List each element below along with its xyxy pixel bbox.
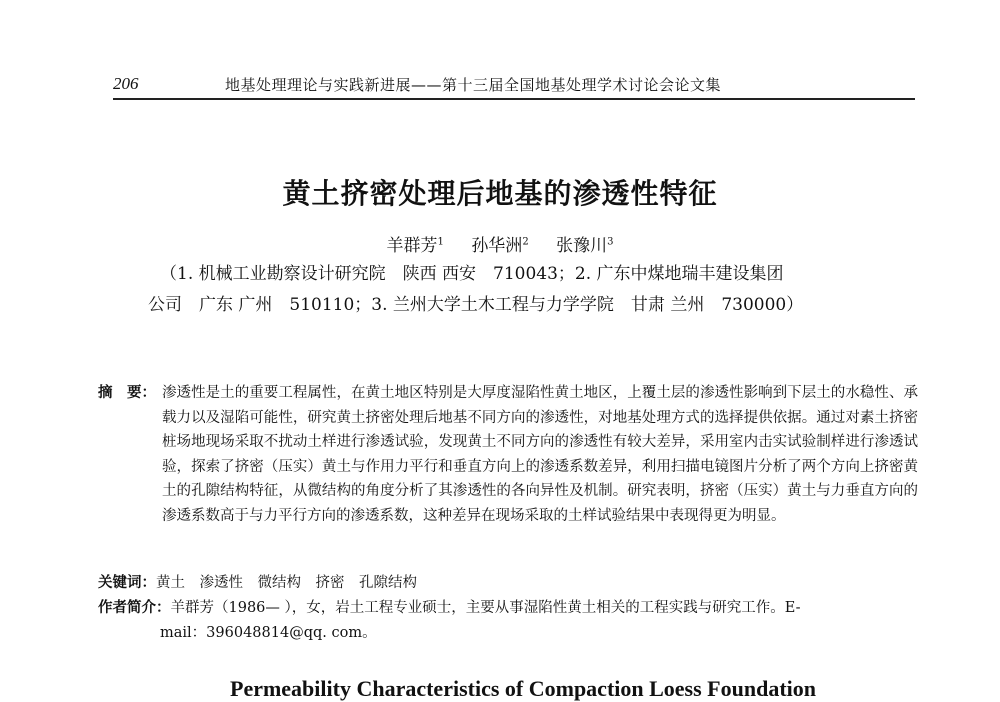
keywords-label: 关键词： — [98, 575, 156, 591]
running-title: 地基处理理论与实践新进展——第十三届全国地基处理学术讨论会论文集 — [225, 76, 722, 94]
author: 羊群芳$^1$ — [386, 236, 444, 256]
paper-title: 黄土挤密处理后地基的渗透性特征 — [282, 177, 718, 210]
affiliation-line-2: 公司 广东 广州 510110；3. 兰州大学土木工程与力学学院 甘肃 兰州 730000） — [148, 295, 804, 315]
author-bio-text: 羊群芳（1986— ），女，岩土工程专业硕士，主要从事湿陷性黄土相关的工程实践与研究工作。E- — [170, 600, 801, 616]
abstract — [98, 381, 918, 529]
author-bio-label: 作者简介： — [98, 600, 171, 616]
running-header — [113, 72, 915, 100]
english-title-cut — [230, 676, 816, 701]
affiliation-line-1: （1. 机械工业勘察设计研究院 陕西 西安 710043；2. 广东中煤地瑞丰建设集团 — [160, 264, 784, 284]
author-bio-email: mail：396048814@qq. com。 — [160, 624, 377, 641]
page-number: 206 — [113, 74, 139, 93]
keywords-text: 黄土 渗透性 微结构 挤密 孔隙结构 — [156, 575, 417, 591]
author: 张豫川$^3$ — [556, 236, 614, 256]
keywords — [98, 571, 918, 596]
english-title: Permeability Characteristics of Compaction Loess Foundation — [230, 676, 816, 701]
abstract-label: 摘 要： — [98, 385, 156, 401]
author-bio — [98, 596, 918, 645]
abstract-text: 渗透性是土的重要工程属性，在黄土地区特别是大厚度湿陷性黄土地区，上覆土层的渗透性影响到下层土的水稳性、承载力以及湿陷可能性，研究黄土挤密处理后地基不同方向的渗透性，对地基处理方式的选择提供依据。通过对素土挤密桩场地现场采取不扰动土样进行渗透试验，发现黄土不同方向的渗透性有较大差异，采用室内击实试验制样进行渗透试验，探索了挤密（压实）黄土与作用力平行和垂直方向上的渗透系数差异，利用扫描电镜图片分析了两个方向上挤密黄土的孔隙结构特征，从微结构的角度分析了其渗透性的各向异性及机制。研究表明，挤密（压实）黄土与力垂直方向的渗透系数高于与力平行方向的渗透系数，这种差异在现场采取的土样试验结果中表现得更为明显。 — [162, 385, 918, 524]
author: 孙华洲$^2$ — [471, 236, 529, 256]
author-list — [0, 231, 1000, 256]
